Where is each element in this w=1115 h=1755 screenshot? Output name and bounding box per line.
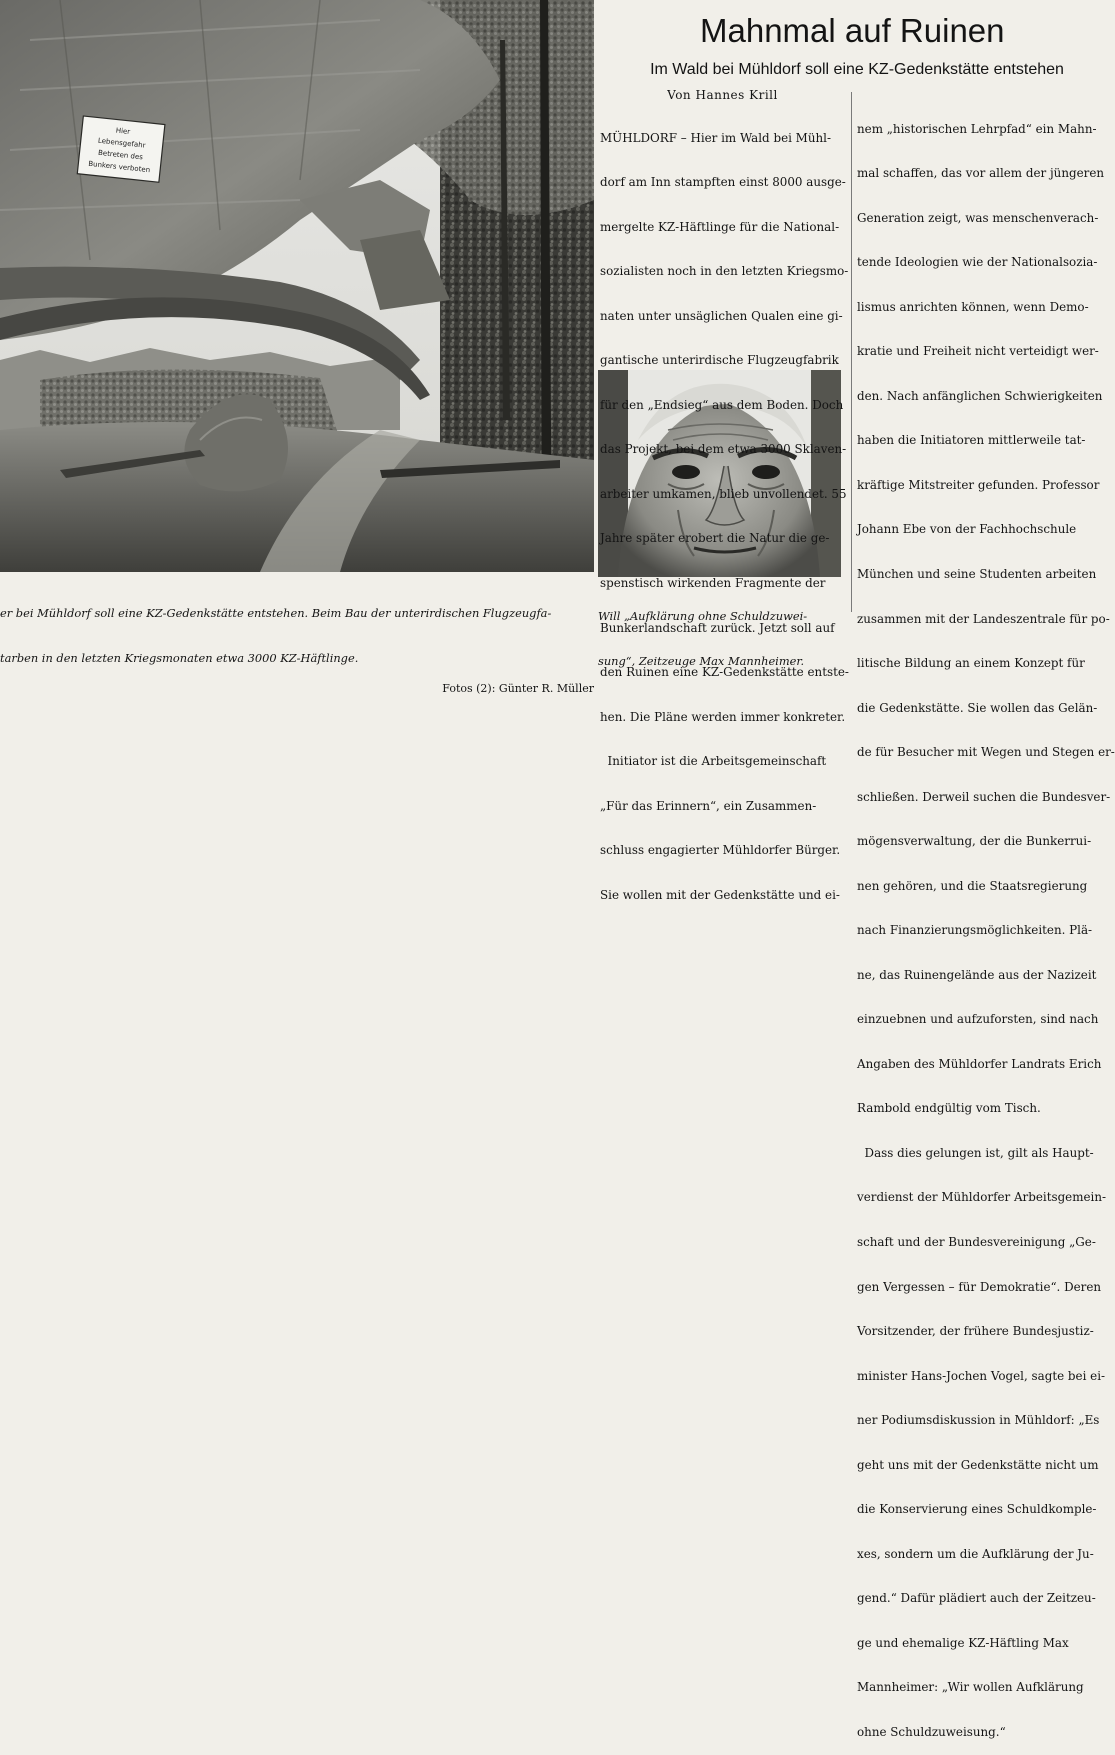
headline: Mahnmal auf Ruinen	[700, 12, 1005, 49]
text-line: haben die Initiatoren mittlerweile tat-	[857, 433, 1086, 448]
text-line: tende Ideologien wie der Nationalsozia-	[857, 255, 1098, 270]
text-line: de für Besucher mit Wegen und Stegen er-	[857, 745, 1115, 760]
text-line: schluss engagierter Mühldorfer Bürger.	[600, 843, 841, 858]
warning-sign	[77, 116, 165, 182]
column-divider	[851, 92, 852, 612]
text-line: mal schaffen, das vor allem der jüngeren	[857, 166, 1105, 181]
caption-line: Will „Aufklärung ohne Schuldzuwei-	[598, 609, 808, 623]
article-column-2	[857, 92, 1113, 1755]
text-line: für den „Endsieg“ aus dem Boden. Doch	[600, 397, 844, 412]
text-line: nem „historischen Lehrpfad“ ein Mahn-	[857, 121, 1097, 136]
text-line: die Konservierung eines Schuldkomple-	[857, 1502, 1097, 1517]
text-line: Rambold endgültig vom Tisch.	[857, 1101, 1041, 1116]
bunker-ruin-photo	[0, 0, 594, 572]
text-line: nach Finanzierungsmöglichkeiten. Plä-	[857, 923, 1093, 938]
text-line: Dass dies gelungen ist, gilt als Haupt-	[857, 1145, 1094, 1160]
byline: Von Hannes Krill	[667, 88, 778, 102]
text-line: verdienst der Mühldorfer Arbeitsgemein-	[857, 1190, 1107, 1205]
text-line: Sie wollen mit der Gedenkstätte und ei-	[600, 887, 840, 902]
text-line: ne, das Ruinengelände aus der Nazizeit	[857, 967, 1097, 982]
subheadline: Im Wald bei Mühldorf soll eine KZ-Gedenkstätte entstehen	[650, 61, 1064, 78]
text-line: das Projekt, bei dem etwa 3000 Sklaven-	[600, 442, 847, 457]
text-line: zusammen mit der Landeszentrale für po-	[857, 611, 1110, 626]
text-line: MÜHLDORF – Hier im Wald bei Mühl-	[600, 130, 831, 145]
text-line: lismus anrichten können, wenn Demo-	[857, 299, 1089, 314]
main-photo-caption	[0, 576, 594, 696]
text-line: naten unter unsäglichen Qualen eine gi-	[600, 308, 843, 323]
text-line: ner Podiumsdiskussion in Mühldorf: „Es	[857, 1413, 1100, 1428]
text-line: München und seine Studenten arbeiten	[857, 567, 1097, 581]
text-line: schließen. Derweil suchen die Bundesver-	[857, 789, 1111, 804]
text-line: Angaben des Mühldorfer Landrats Erich	[857, 1056, 1102, 1071]
article-column-1	[600, 101, 848, 917]
text-line: gend.“ Dafür plädiert auch der Zeitzeu-	[857, 1591, 1096, 1606]
text-line: Bunkerlandschaft zurück. Jetzt soll auf	[600, 620, 835, 635]
text-line: schaft und der Bundesvereinigung „Ge-	[857, 1234, 1096, 1249]
text-line: gen Vergessen – für Demokratie“. Deren	[857, 1279, 1102, 1294]
text-line: spenstisch wirkenden Fragmente der	[600, 576, 826, 590]
text-line: „Für das Erinnern“, ein Zusammen-	[600, 798, 817, 813]
text-line: ohne Schuldzuweisung.“	[857, 1724, 1006, 1739]
text-line: kratie und Freiheit nicht verteidigt wer-	[857, 344, 1099, 359]
text-line: dorf am Inn stampften einst 8000 ausge-	[600, 175, 846, 190]
text-line: einzuebnen und aufzuforsten, sind nach	[857, 1012, 1099, 1027]
sign-line-3: Betreten des	[97, 148, 144, 162]
text-line: Jahre später erobert die Natur die ge-	[600, 531, 830, 546]
text-line: mögensverwaltung, der die Bunkerrui-	[857, 834, 1092, 849]
text-line: nen gehören, und die Staatsregierung	[857, 878, 1088, 893]
sign-line-4: Bunkers verboten	[87, 159, 151, 175]
text-line: sozialisten noch in den letzten Kriegsmo-	[600, 264, 849, 279]
text-line: Mannheimer: „Wir wollen Aufklärung	[857, 1680, 1084, 1695]
text-line: Initiator ist die Arbeitsgemeinschaft	[600, 754, 827, 769]
text-line: kräftige Mitstreiter gefunden. Professor	[857, 477, 1100, 492]
caption-line: tarben in den letzten Kriegsmonaten etwa 3000 KZ-Häftlinge.	[0, 651, 359, 665]
text-line: Vorsitzender, der frühere Bundesjustiz-	[857, 1324, 1094, 1339]
text-line: die Gedenkstätte. Sie wollen das Gelän-	[857, 700, 1098, 715]
caption-line: sung“, Zeitzeuge Max Mannheimer.	[598, 654, 805, 668]
text-line: minister Hans-Jochen Vogel, sagte bei ei-	[857, 1368, 1106, 1383]
text-line: hen. Die Pläne werden immer konkreter.	[600, 709, 846, 724]
text-line: arbeiter umkamen, blieb unvollendet. 55	[600, 486, 847, 501]
photo-credit: Fotos (2): Günter R. Müller	[442, 682, 594, 695]
text-line: geht uns mit der Gedenkstätte nicht um	[857, 1457, 1099, 1472]
text-line: den. Nach anfänglichen Schwierigkeiten	[857, 388, 1103, 403]
sign-line-2: Lebensgefahr	[97, 136, 146, 150]
text-line: Generation zeigt, was menschenverach-	[857, 210, 1099, 225]
text-line: mergelte KZ-Häftlinge für die National-	[600, 219, 840, 234]
text-line: Johann Ebe von der Fachhochschule	[857, 522, 1077, 537]
text-line: gantische unterirdische Flugzeugfabrik	[600, 353, 839, 368]
text-line: den Ruinen eine KZ-Gedenkstätte entste-	[600, 665, 849, 680]
caption-line: er bei Mühldorf soll eine KZ-Gedenkstätte entstehen. Beim Bau der unterirdischen Flugzeugfa-	[0, 606, 552, 620]
sign-line-1: Hier	[115, 126, 131, 136]
text-line: xes, sondern um die Aufklärung der Ju-	[857, 1546, 1094, 1561]
text-line: ge und ehemalige KZ-Häftling Max	[857, 1635, 1069, 1650]
text-line: litische Bildung an einem Konzept für	[857, 656, 1085, 671]
